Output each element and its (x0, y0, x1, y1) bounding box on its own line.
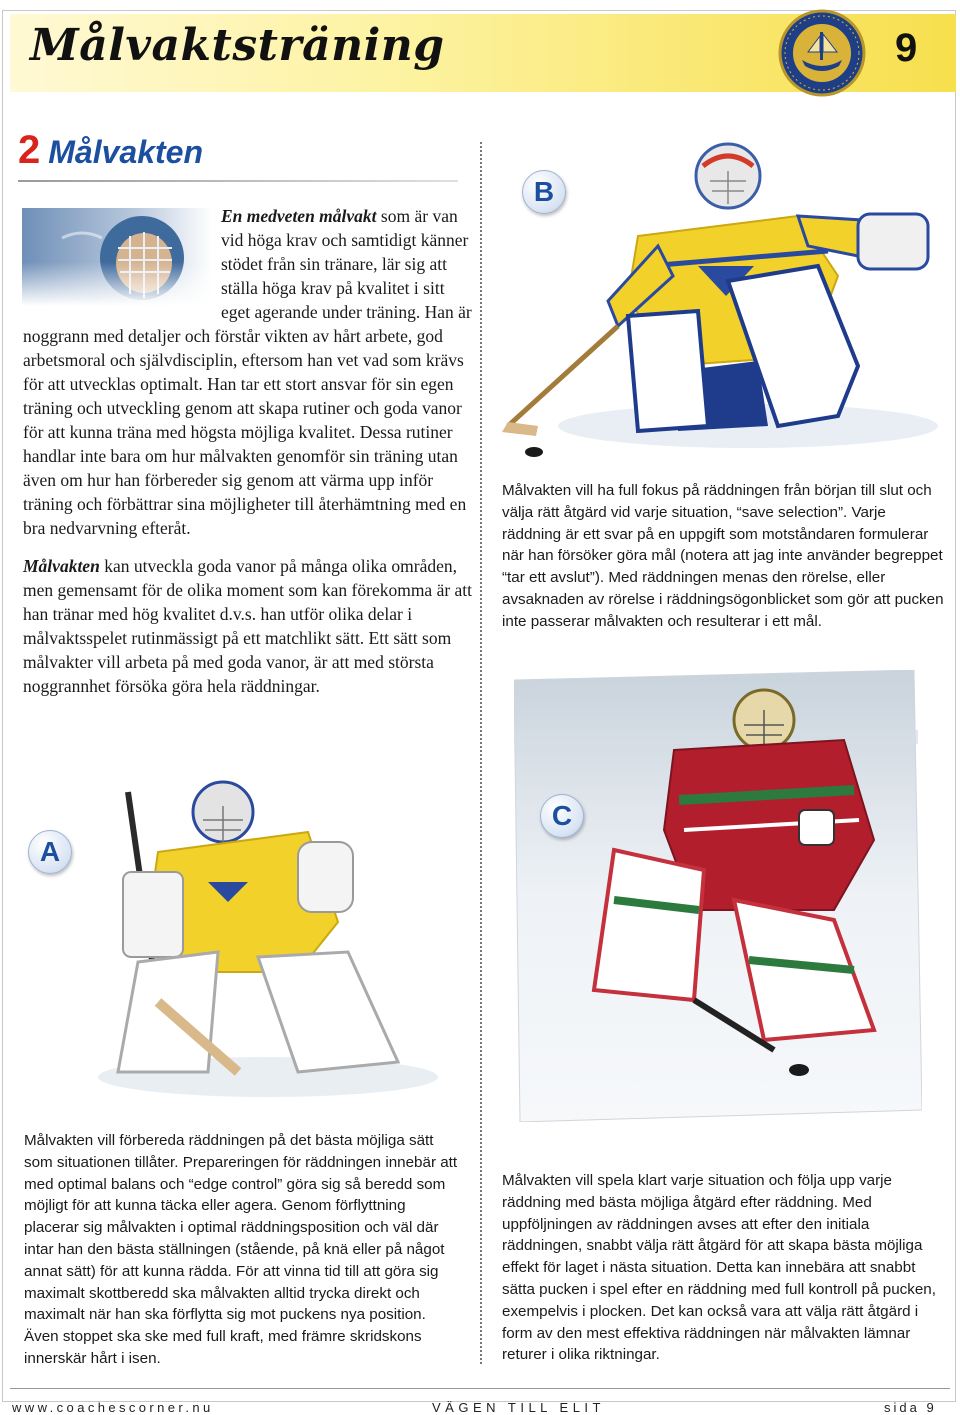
lead-term: En medveten målvakt (221, 206, 377, 226)
goalie-ready-stance-photo (78, 772, 458, 1102)
goalie-butterfly-save-photo (498, 126, 938, 462)
federation-logo-icon (777, 8, 867, 98)
caption-c-text: Målvakten vill spela klart varje situation och följa upp varje räddning med bästa möjliga åtgärd efter räddning. Med uppföljningen av räddningen avses att efter den initiala räddningen, snabbt välja rätt åtgärd för att skapa bästa möjliga effekt för laget i nästa situation. Detta kan innebära att snabbt sätta pucken i spel efter en räddning med full kontroll på pucken, exempelvis i plocken. Det kan också vara att välja rätt åtgärd i form av den mest effektiva räddningen när målvakten lämnar returer i olika riktningar. (502, 1172, 936, 1364)
badge-b: B (522, 170, 566, 214)
paragraph-text: som är van vid höga krav och samtidigt känner stödet från sin tränare, lär sig att ställa höga krav på kvalitet i sitt eget agerande under träning. Han är noggrann med detaljer och förstår vikten av hårt arbete, god arbetsmoral och självdisciplin, eftersom han vet vad som krävs för att utvecklas optimalt. Han tar ett stort ansvar för sin egen träning och utveckling genom att skapa rutiner och goda vanor för att kunna träna med högsta möjliga kvalitet. Dessa rutiner handlar inte bara om hur målvakten genomför sin träning utan även om hur han förbereder sig genom att värma upp inför träning och förbättrar sina möjligheter till återhämtning med en bra nedvarvning efteråt. (23, 206, 472, 538)
intro-text (23, 204, 473, 698)
page-title: Målvaktsträning (30, 20, 445, 71)
section-heading (18, 128, 203, 173)
section-rule (18, 180, 458, 182)
badge-a: A (28, 830, 72, 874)
caption-a (24, 1130, 464, 1370)
goalie-recovery-photo (514, 670, 922, 1122)
paragraph-text: kan utveckla goda vanor på många olika områden, men gemensamt för de olika moment som kan förekomma är att han tränar med hög kvalitet d.v.s. han utför olika delar i målvaktsspelet rutinmässigt på ett matchlikt sätt. Ett sätt som målvakter vill arbeta på med goda vanor, är att med största noggrannhet försöka göra hela räddningar. (23, 556, 473, 696)
footer-website-link[interactable]: www.coachescorner.nu (12, 1400, 214, 1415)
footer-rule (10, 1388, 950, 1389)
section-number: 2 (18, 128, 41, 172)
intro-paragraph-2 (23, 554, 473, 698)
section-title: Målvakten (48, 134, 203, 170)
caption-b-text: Målvakten vill ha full fokus på räddningen från början till slut och välja rätt åtgärd vid varje situation, “save selection”. Varje räddning är ett svar på en uppgift som motståndaren formulerar när han försöker göra mål (notera att jag inte använder begreppet “tar ett avslut”). Med räddningen menas den rörelse, eller avsaknaden av rörelse i räddningsögonblicket som gör att pucken inte passerar målvakten och resulterar i ett mål. (502, 482, 944, 630)
caption-a-text: Målvakten vill förbereda räddningen på det bästa möjliga sätt som situationen tillåter. Prepareringen för räddningen innebär att med optimal balans och “edge control” göra sig så beredd som möjligt för att kunna täcka eller agera. Genom förflyttning placerar sig målvakten i optimal räddningsposition och väl där intar han den bästa ställningen (stående, på knä eller på något annat sätt) för att kunna rädda. För att vinna tid till att göra sig maximalt skottberedd ska målvakten alltid trycka direkt och maximalt när han ska förflytta sig mot puckens nya position. Även stoppet ska ske med full kraft, med främre skridskons innerskär hårt i isen. (24, 1132, 458, 1367)
caption-b (502, 480, 947, 633)
column-divider (480, 142, 482, 1364)
footer-series-title: VÄGEN TILL ELIT (432, 1400, 605, 1415)
page-number: 9 (895, 26, 918, 70)
lead-term: Målvakten (23, 556, 100, 576)
footer-page-label: sida 9 (884, 1400, 937, 1415)
caption-c (502, 1170, 947, 1366)
image-wrap-spacer (23, 204, 221, 322)
badge-c: C (540, 794, 584, 838)
